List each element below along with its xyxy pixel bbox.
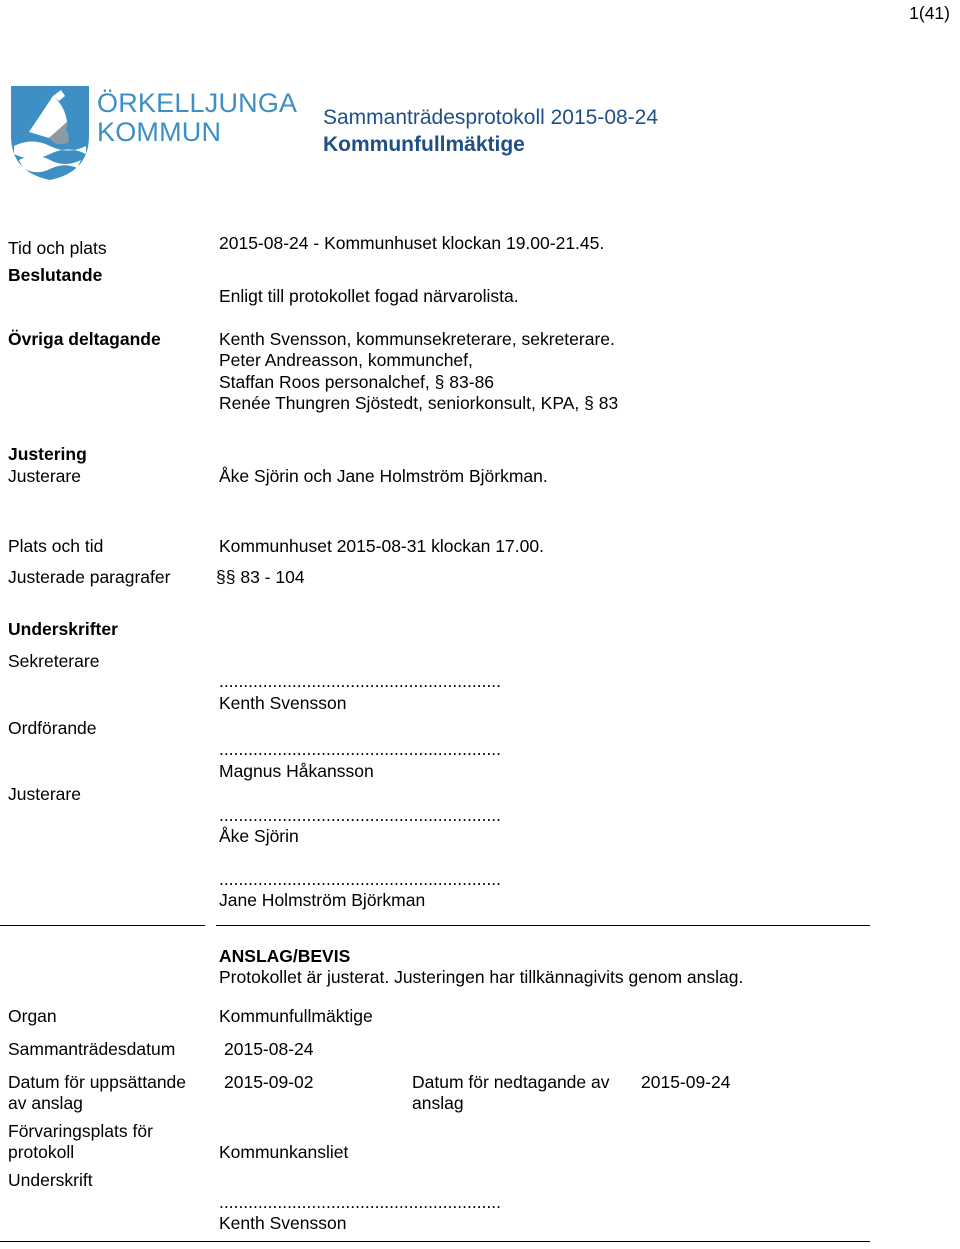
paragraphs-label: Justerade paragrafer bbox=[8, 567, 171, 587]
time-place-value: 2015-08-24 - Kommunhuset klockan 19.00-21.45. bbox=[219, 233, 605, 253]
organ-label: Organ bbox=[8, 1006, 57, 1026]
signature-name-secretary: Kenth Svensson bbox=[219, 693, 347, 713]
organ-value: Kommunfullmäktige bbox=[219, 1006, 373, 1026]
document-subtitle: Kommunfullmäktige bbox=[323, 133, 525, 156]
signature-line: .......................................................... bbox=[219, 739, 501, 759]
posting-date-label: Datum för uppsättande av anslag bbox=[8, 1072, 187, 1113]
meeting-date-value: 2015-08-24 bbox=[224, 1039, 314, 1059]
signature-label-secretary: Sekreterare bbox=[8, 651, 100, 671]
page-number: 1(41) bbox=[909, 3, 950, 23]
justering-label: Justering bbox=[8, 444, 87, 464]
meeting-date-label: Sammanträdesdatum bbox=[8, 1039, 176, 1059]
others-line-4-text: Renée Thungren Sjöstedt, seniorkonsult, KPA, bbox=[219, 393, 580, 413]
time-place-label: Tid och plats bbox=[8, 238, 107, 258]
signature-label-adjuster: Justerare bbox=[8, 784, 81, 804]
signature-label: Underskrift bbox=[8, 1170, 93, 1190]
signature-name: Kenth Svensson bbox=[219, 1213, 347, 1233]
signature-line: .......................................................... bbox=[219, 1192, 501, 1212]
justerare-value: Åke Sjörin och Jane Holmström Björkman. bbox=[219, 466, 548, 486]
others-line-1: Kenth Svensson, kommunsekreterare, sekreterare. bbox=[219, 329, 615, 349]
signature-name-adjuster-2: Jane Holmström Björkman bbox=[219, 890, 426, 910]
others-line-3-text: Staffan Roos personalchef, bbox=[219, 372, 430, 392]
section-symbol: § bbox=[216, 567, 226, 587]
others-line-3 bbox=[219, 372, 494, 393]
removal-date-value: 2015-09-24 bbox=[641, 1072, 731, 1092]
storage-value: Kommunkansliet bbox=[219, 1142, 349, 1162]
place-time-label: Plats och tid bbox=[8, 536, 104, 556]
signature-name-adjuster-1: Åke Sjörin bbox=[219, 826, 299, 846]
others-line-3-section: 83-86 bbox=[449, 372, 495, 392]
signature-line: .......................................................... bbox=[219, 671, 501, 691]
signature-line: .......................................................... bbox=[219, 805, 501, 825]
logo-text-line2: KOMMUN bbox=[97, 117, 222, 147]
others-line-2: Peter Andreasson, kommunchef, bbox=[219, 350, 473, 370]
document-title: Sammanträdesprotokoll 2015-08-24 bbox=[323, 106, 659, 129]
signatures-heading: Underskrifter bbox=[8, 619, 118, 639]
deciding-label: Beslutande bbox=[8, 265, 103, 285]
removal-date-label: Datum för nedtagande av anslag bbox=[412, 1072, 610, 1113]
paragraphs-range: 83 - 104 bbox=[240, 567, 305, 587]
section-symbol: § bbox=[225, 567, 236, 587]
posting-date-value: 2015-09-02 bbox=[224, 1072, 314, 1092]
section-symbol: § bbox=[584, 393, 594, 413]
justerare-label: Justerare bbox=[8, 466, 81, 486]
municipal-coat-of-arms-icon bbox=[9, 84, 91, 182]
divider-left bbox=[0, 925, 205, 926]
others-line-4 bbox=[219, 393, 618, 414]
signature-name-chair: Magnus Håkansson bbox=[219, 761, 374, 781]
storage-label: Förvaringsplats för protokoll bbox=[8, 1121, 153, 1162]
others-line-4-section: 83 bbox=[598, 393, 619, 413]
bottom-divider bbox=[0, 1241, 870, 1242]
section-symbol: § bbox=[434, 372, 445, 392]
signature-label-chair: Ordförande bbox=[8, 718, 97, 738]
paragraphs-value bbox=[216, 567, 305, 588]
deciding-value: Enligt till protokollet fogad närvarolista. bbox=[219, 286, 519, 306]
logo-text-line1: ÖRKELLJUNGA bbox=[97, 88, 298, 118]
notice-heading: ANSLAG/BEVIS bbox=[219, 946, 351, 966]
place-time-value: Kommunhuset 2015-08-31 klockan 17.00. bbox=[219, 536, 544, 556]
signature-line: .......................................................... bbox=[219, 869, 501, 889]
others-label: Övriga deltagande bbox=[8, 329, 161, 349]
notice-text: Protokollet är justerat. Justeringen har tillkännagivits genom anslag. bbox=[219, 967, 744, 987]
divider-right bbox=[216, 925, 870, 926]
